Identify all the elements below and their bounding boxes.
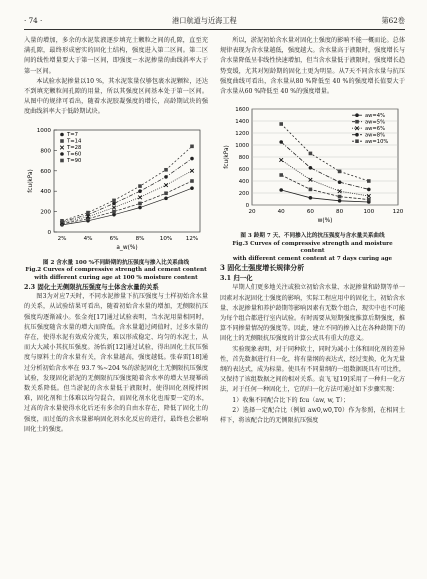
x-tick-label: 20: [248, 209, 256, 216]
legend-label: aw=5%: [365, 119, 385, 126]
series-line: [281, 175, 369, 200]
figure-3-caption-cn: 图 3 龄期 7 天、不同掺入比的抗压强度与含水量关系曲线: [240, 233, 385, 240]
series-line: [62, 188, 192, 225]
right-para-3: 实验现象表明，对于同种软土，同时为减小土体和固化剂的差异性，首先数据进行归一化，将有量纲的表达式，经过变换，化为无量纲的表达式，成为标量。使具有不同量纲的一组数据既具有可比性，又保持了该组数据之间的相对关系。袁飞飞[19]采用了一种归一化方法，对于任何一种固化土，它的归一化方法可通过如下步骤实现：: [220, 345, 405, 394]
x-tick-label: 40: [277, 209, 285, 216]
y-tick-label: 400: [40, 188, 51, 195]
data-point: [138, 189, 142, 193]
legend-marker: [355, 127, 359, 131]
left-column: [24, 36, 208, 435]
section-3-1-heading: 3.1 归一化: [220, 274, 253, 283]
header-rule: [24, 29, 405, 30]
y-tick-label: 0: [47, 229, 51, 236]
y-tick-label: 400: [238, 179, 249, 186]
figure-2-caption: [24, 260, 208, 282]
data-point: [338, 195, 342, 199]
journal-title: 港口航道与近海工程: [172, 16, 237, 25]
x-tick-label: 100: [363, 209, 375, 216]
legend-marker: [355, 133, 359, 137]
y-tick-label: 1400: [235, 119, 249, 126]
data-point: [279, 188, 283, 192]
legend-label: aw=6%: [365, 126, 385, 133]
data-point: [112, 205, 116, 209]
y-tick-label: 1000: [36, 127, 51, 134]
data-point: [190, 169, 194, 173]
data-point: [190, 186, 194, 190]
section-3-heading: 3 固化土强度增长规律分析: [220, 263, 305, 273]
x-axis-label: w(%): [317, 218, 333, 225]
x-tick-label: 6%: [109, 235, 119, 242]
series-line: [281, 160, 369, 196]
y-tick-label: 800: [40, 148, 51, 155]
page-number: · 74 ·: [24, 16, 43, 25]
section-2-3-heading: 2.3 固化土无侧限抗压强度与土体含水量的关系: [24, 283, 159, 292]
data-point: [279, 158, 283, 162]
data-point: [367, 198, 371, 202]
running-header: [24, 16, 405, 28]
x-tick-label: 12%: [185, 235, 199, 242]
data-point: [112, 198, 116, 202]
x-tick-label: 60: [306, 209, 314, 216]
y-tick-label: 800: [238, 155, 249, 162]
data-point: [309, 188, 313, 192]
data-point: [338, 190, 342, 194]
legend-label: aw=10%: [365, 139, 389, 146]
legend-marker: [60, 152, 64, 156]
right-para-1: 所以，淤泥初始含水量对固化土强度的影响不能一概而论。总体规律表现为含水量越低，强度越大。含水量高于液限时，强度增长与含水量降低呈非线性快速增加，但当含水量低于液限时，强度增长趋势变缓，尤其对短龄期的固化土更为明显。从7天不同含水量与抗压强度曲线可看出，含水量从80 %降低至 40 %的强度增长值要大于含水量从60 %降低至 40 %的强度增量。: [220, 37, 405, 96]
data-point: [164, 196, 168, 200]
series-line: [62, 158, 192, 221]
x-tick-label: 2%: [57, 235, 67, 242]
data-point: [279, 122, 283, 126]
x-tick-label: 8%: [135, 235, 145, 242]
right-para-2: 早期人们更多地关注或独立初始含水量、水泥掺量和龄期等单一因素对水泥固化土强度的影响，实际工程应用中的固化土，初始含水量、水泥掺量和养护龄期等影响因素有无数个组合，现实中也不可能为每个组合都进行室内试验。有时需要从短期强度推算后期强度，推算不同掺量情况的强度等。因此，建立不同的掺入比在各种龄期下的固化土的无侧限抗压强度的计算公式具有重大的意义。: [220, 284, 405, 343]
list-item-2: 2）选择一定配合比（例如 aw0,w0,T0）作为参照，在相同土样下，将该配合比的无侧限抗压强度: [220, 406, 405, 425]
figure-3-caption-en-1: Fig.3 Curves of compressive strength and moisture content: [232, 240, 393, 255]
y-tick-label: 200: [40, 209, 51, 216]
y-tick-label: 1600: [235, 107, 249, 114]
data-point: [338, 199, 342, 203]
figure-3-caption-en-2: with different cement content at 7 days curing age: [232, 255, 393, 262]
legend-label: T=28: [67, 144, 82, 151]
data-point: [309, 152, 313, 156]
y-axis-label: fcu(kPa): [28, 168, 34, 193]
left-para-1: 入量的增加，多余的水泥浆液逐步填充土颗粒之间的孔隙，直至充满孔隙，最终形成密实的固化土结构，强度进入第二区间。第二区间的线性增量要大于第一区间，即强度－水泥掺量的曲线斜率大于第一区间。: [24, 37, 208, 75]
volume-label: 第62卷: [381, 16, 405, 25]
x-tick-label: 10%: [159, 235, 173, 242]
legend-marker: [60, 145, 64, 149]
figure-2-caption-en-2: with different curing age at 100 % moisture content: [34, 274, 198, 281]
series-line: [281, 142, 369, 189]
x-axis-label: a_w(%): [116, 244, 138, 251]
data-point: [190, 144, 194, 148]
list-item-1: 1）收集不同配合比下的 fcu（aw, w, T）；: [232, 396, 350, 404]
legend-marker: [355, 114, 359, 118]
figure-2-chart: [24, 124, 208, 254]
legend-marker: [60, 132, 64, 136]
x-tick-label: 120: [392, 209, 404, 216]
data-point: [164, 168, 168, 172]
figure-3-chart: [220, 103, 405, 227]
data-point: [367, 188, 371, 192]
left-para-3: 图3为对应7天时，不同水泥掺量下抗压强度与土样初始含水量的关系，从试验结果可看出，随着初始含水量的增加，无侧限抗压强度均逐渐减小。张金亮[17]通过试验表明，当水泥用量相同时，抗压强度随含水量的增大而降低。含水量超过阈值时，过多水量的存在，使得水泥有效成分流失，难以形成稳定、均匀的水泥土，从而大大减小其抗压强度。汤怡新[12]通过试验，得出固化土抗压强度与原料土的含水量有关，含水量越高，强度越低。张春雷[18]通过分析初始含水率在 93.7 %~204 %的淤泥固化土无侧限抗压强度试验，发现固化淤泥的无侧限抗压强度随着含水率的增大呈现幂函数关系降低。但当淤泥的含水量低于液限时，使得固化剂搅拌困难，固化剂和土体难以均匀混合，而固化剂水化也需要一定的水，过高的含水量使得水化后还有多余的自由水存在，降低了固化土的强度，而过低的含水量影响固化剂水化反应的进行，最终也会影响固化土的强度。: [24, 293, 208, 433]
legend-label: T=14: [67, 138, 82, 145]
y-tick-label: 0: [245, 203, 249, 210]
data-point: [60, 219, 64, 223]
y-axis-label: fcu(kPa): [224, 145, 230, 170]
data-point: [112, 209, 116, 213]
series-line: [281, 190, 369, 202]
legend-marker: [60, 158, 64, 162]
y-tick-label: 1000: [235, 143, 249, 150]
legend-label: T=60: [67, 151, 82, 158]
data-point: [190, 156, 194, 160]
legend-label: T=90: [67, 157, 82, 164]
right-column: [220, 36, 405, 426]
series-line: [62, 146, 192, 220]
figure-3: [220, 103, 405, 263]
y-tick-label: 600: [238, 167, 249, 174]
figure-2: [24, 124, 208, 282]
data-point: [309, 196, 313, 200]
data-point: [138, 205, 142, 209]
x-tick-label: 80: [336, 209, 344, 216]
legend-label: aw=4%: [365, 113, 385, 120]
figure-2-caption-cn: 图 2 含水量 100 %不同龄期的抗压强度与掺入比关系曲线: [42, 259, 190, 266]
series-line: [281, 124, 369, 181]
data-point: [164, 175, 168, 179]
data-point: [164, 191, 168, 195]
legend-label: aw=8%: [365, 132, 385, 139]
data-point: [338, 170, 342, 174]
y-tick-label: 200: [238, 191, 249, 198]
data-point: [138, 184, 142, 188]
data-point: [309, 166, 313, 170]
data-point: [190, 179, 194, 183]
figure-3-caption: [220, 233, 405, 263]
data-point: [367, 179, 371, 183]
left-para-2: 本试验水泥掺量以10 %，其水泥浆量仅够包裹水泥颗粒，还达不到填充颗粒间孔隙的用量，所以其强度区间基本处于第一区间。从图中的规律可看出，随着水泥胶凝强度的增长，高龄期试块的强度曲线斜率大于低龄期试块。: [24, 77, 208, 116]
figure-2-caption-en-1: Fig.2 Curves of compressive strength and cement content: [25, 267, 207, 274]
data-point: [279, 173, 283, 177]
legend-marker: [355, 140, 359, 144]
y-tick-label: 1200: [235, 131, 249, 138]
data-point: [338, 181, 342, 185]
y-tick-label: 600: [40, 168, 51, 175]
data-point: [164, 183, 168, 187]
x-tick-label: 4%: [83, 235, 93, 242]
legend-label: T=7: [67, 131, 79, 138]
data-point: [138, 201, 142, 205]
data-point: [279, 140, 283, 144]
data-point: [86, 210, 90, 214]
legend-marker: [60, 139, 64, 143]
data-point: [138, 195, 142, 199]
legend-marker: [355, 120, 359, 124]
